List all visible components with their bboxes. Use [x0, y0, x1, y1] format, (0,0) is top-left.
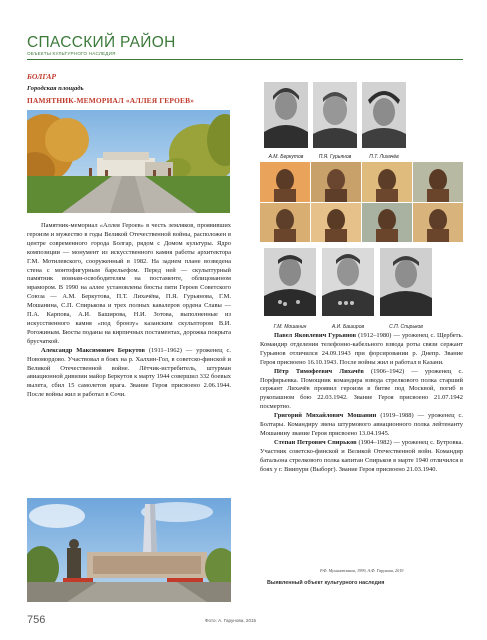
alley-photo	[27, 110, 230, 213]
portrait-likhachev	[362, 82, 406, 148]
spirkov-name: Степан Петрович Спирьков	[274, 438, 357, 446]
section-subtitle: ОБЪЕКТЫ КУЛЬТУРНОГО НАСЛЕДИЯ	[27, 51, 116, 56]
left-text-column	[27, 222, 231, 400]
portrait-bashirov	[322, 248, 374, 316]
portrait-moshanin	[264, 248, 316, 316]
author-note: Р.Ф. Мухаметзянов, 1999, А.Ф. Гарунова, 2019	[320, 568, 404, 573]
right-text-column	[260, 332, 463, 475]
likhachev-name: Пётр Тимофеевич Лихачёв	[274, 367, 364, 375]
likhachev-paragraph	[260, 368, 463, 413]
portrait-caption-spirkov: С.П. Спирьков	[389, 324, 423, 330]
sub-place-name: Городская площадь	[27, 85, 84, 92]
header-divider	[27, 59, 463, 60]
section-title: СПАССКИЙ РАЙОН	[27, 34, 176, 51]
place-name: БОЛГАР	[27, 72, 57, 81]
portrait-caption-guryanov: П.Я. Гурьянов	[318, 154, 352, 160]
spirkov-bio: (1904–1982) — уроженец с. Бутровка. Участник советско-финской и Великой Отечественной войн. Командир батальона стрелкового полка капитан Спирьков в марте 1940 отличился в боях у г. Виипури (Выборг). Звание Героя присвоено 21.03.1940.	[260, 438, 463, 473]
page-number: 756	[27, 614, 46, 626]
portrait-caption-likhachev: П.Т. Лихачёв	[369, 154, 399, 160]
berkutov-name: Александр Максимович Беркутов	[41, 346, 145, 354]
portrait-berkutov	[264, 82, 308, 148]
intro-paragraph: Памятник-мемориал «Аллея Героев» в честь земляков, проявивших героизм и мужество в годы Великой Отечественной войны, расположен в центре современного города Болгар, рядом с Домом культуры. Ядро композиции — монумент из искусственного камня работы архитектора Г.М. Мотилевского, сооруженный в 1982. На заднем плане возведена стена с монтофигурным барельефом. Перед ней — скульптурный памятник воинам-освободителям на постаменте, облицованном мрамором. В 1990 на аллее установлены бюсты пяти Героев Советского Союза — А.М. Беркутова, П.Т. Лихачёва, П.Я. Гурьянова, Г.М. Мошанина, С.П. Спирькова и трех полных кавалеров ордена Славы — П.А. Карпова, А.И. Баширова, Н.И. Зотова, выполненные из искусственного камня «под бронзу» казанским скульптором В.И. Рогожиным. Бюсты поданы на кирпичных постаментах, дорожка покрыта брусчаткой.	[27, 222, 231, 345]
monument-title: ПАМЯТНИК-МЕМОРИАЛ «АЛЛЕЯ ГЕРОЕВ»	[27, 96, 195, 105]
portrait-caption-berkutov: А.М. Беркутов	[268, 154, 304, 160]
spirkov-paragraph	[260, 439, 463, 475]
berkutov-bio: (1911–1962) — уроженец с. Новомордово. Участвовал в боях на р. Халхин-Гол, в советско-финской и Великой Отечественной войне. Лётчик-истребитель, штурман авиационной дивизии майор Беркутов к марту 1944 совершил 332 боевых вылета, сбил 15 самолетов врага. Звание Героя присвоено 2.06.1944. После войны жил и работал в Сочи.	[27, 346, 231, 399]
likhachev-bio: (1906–1942) — уроженец с. Порфирьевка. Помощник командира взвода стрелкового полка старший сержант Лихачёв проявил героизм в битве под Москвой, погиб в рукопашном бою 22.03.1942. Звание Героя присвоено 21.07.1942 посмертно.	[260, 367, 463, 411]
moshanin-paragraph	[260, 412, 463, 439]
portrait-caption-bashirov: А.И. Баширов	[331, 324, 365, 330]
guryanov-bio: (1912–1980) — уроженец с. Щербеть. Командир отделения телефонно-кабельного взвода роты связи сержант Гурьянов отличился 24.09.1943 при форсировании р. Днепр. Звание Героя присвоено 16.10.1943. После войны жил и работал в Казани.	[260, 332, 463, 366]
moshanin-name: Григорий Михайлович Мошанин	[274, 412, 377, 420]
portrait-caption-moshanin: Г.М. Мошанин	[273, 324, 307, 330]
moshanin-bio: (1919–1988) — уроженец с. Болтары. Командиру звена штурмового авиационного полка лейтенанту Мошанину звание Героя присвоено 13.04.1945.	[260, 412, 463, 437]
guryanov-paragraph	[260, 332, 463, 368]
heritage-status-label: Выявленный объект культурного наследия	[267, 580, 385, 586]
busts-photo	[260, 162, 463, 242]
portrait-spirkov	[380, 248, 432, 316]
memorial-photo	[27, 498, 231, 602]
portrait-guryanov	[313, 82, 357, 148]
guryanov-name: Павел Яковлевич Гурьянов	[274, 332, 357, 339]
photo-credit: Фото: А. Гарунова, 2015	[205, 618, 257, 623]
berkutov-paragraph	[27, 347, 231, 400]
